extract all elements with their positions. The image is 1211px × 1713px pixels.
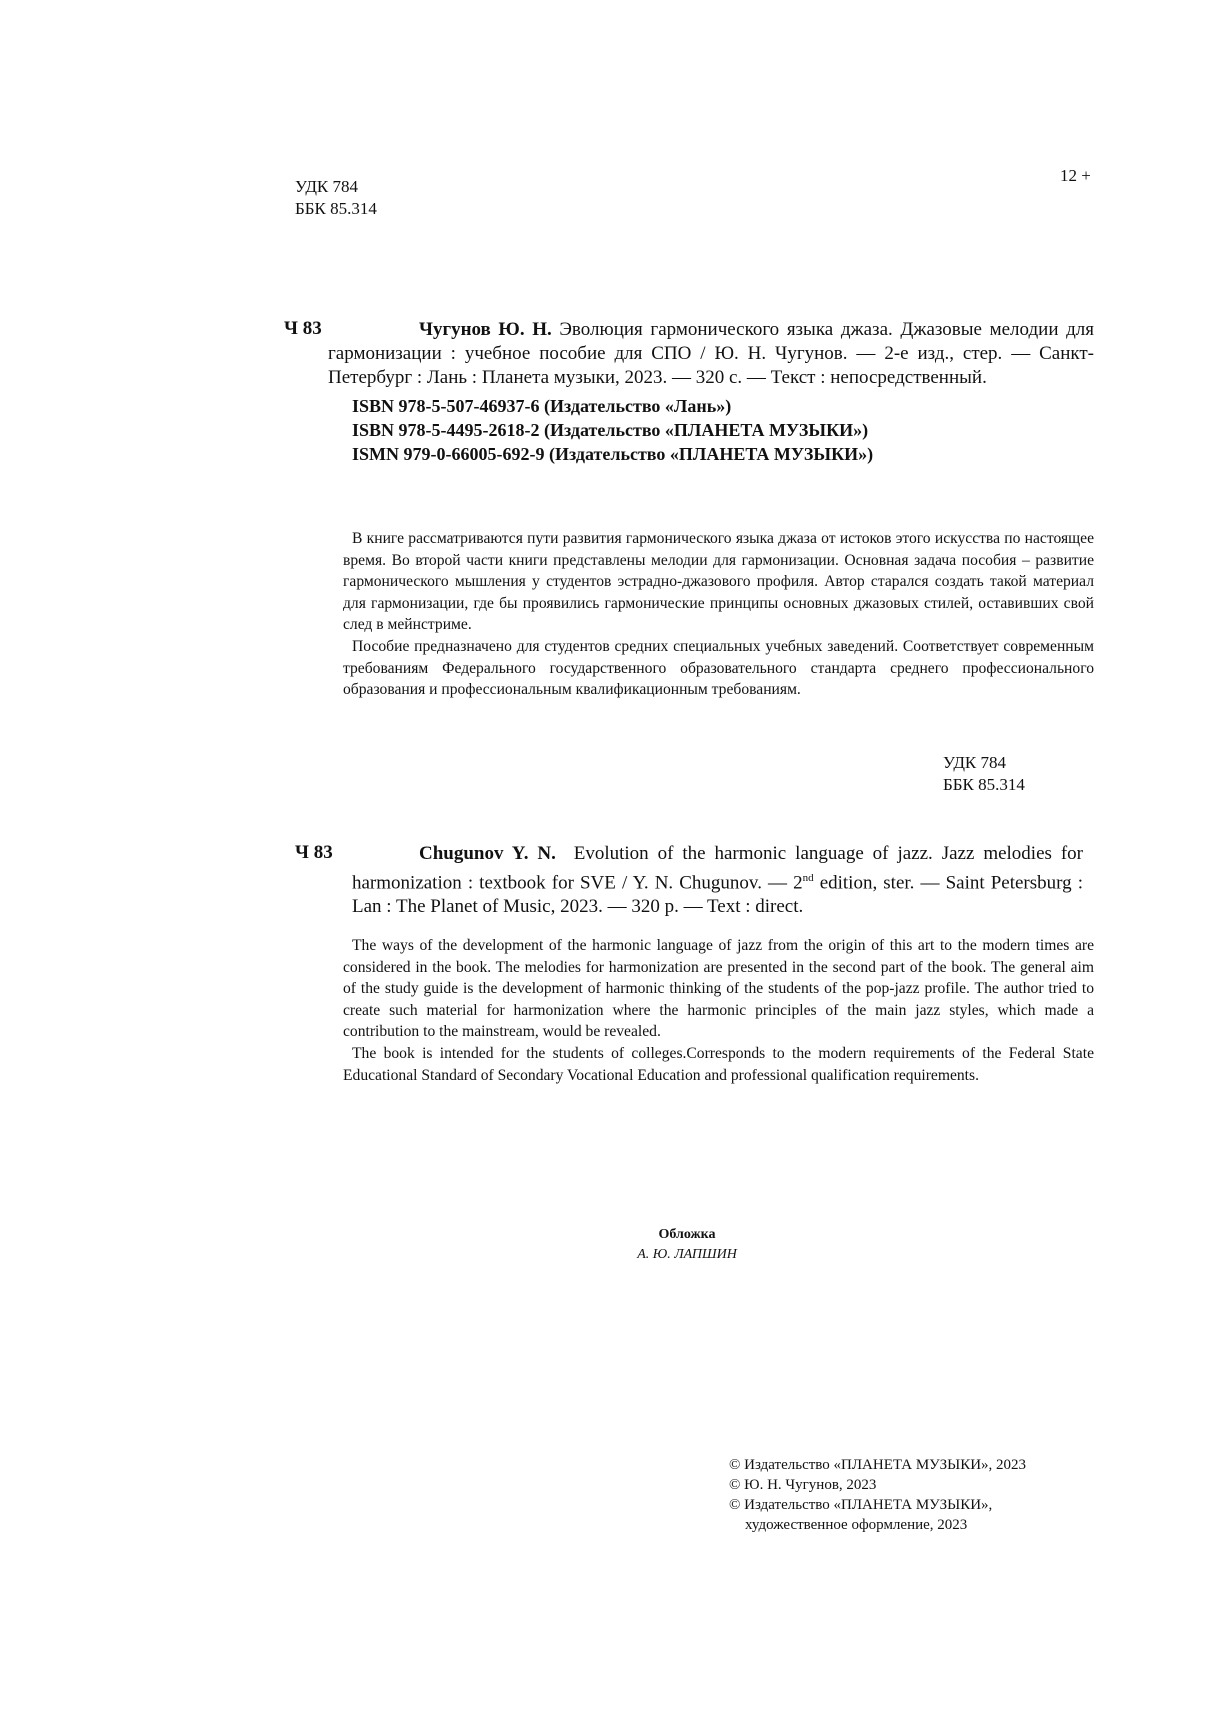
author-mark-ru: Ч 83 [284,318,322,339]
abstract-ru-paragraph: Пособие предназначено для студентов средних специальных учебных заведений. Соответствует современным требованиям Федерального государственного образовательного стандарта среднего профессионального образования и профессиональным квалификационным требованиям. [343,637,1094,699]
isbn-lan: ISBN 978-5-507-46937-6 (Издательство «Лань») [352,396,732,416]
abstract-ru-paragraph: В книге рассматриваются пути развития гармонического языка джаза от истоков этого искусства по настоящее время. Во второй части книги представлены мелодии для гармонизации. Основная задача пособия – развитие гармонического мышления у студентов эстрадно-джазового профиля. Автор старался создать такой материал для гармонизации, где бы проявились гармонические принципы основных джазовых стилей, оставивших свой след в мейнстриме. [343,530,1094,634]
abstract-en-paragraph: The book is intended for the students of colleges.Corresponds to the modern requirements of the Federal State Educational Standard of Secondary Vocational Education and professional qualification requirements. [343,1044,1094,1084]
description-en-cont: edition, ster. — Saint Petersburg : Lan : The Planet of Music, 2023. — 320 p. — Text : direct. [352,872,1083,918]
description-en: Evolution of the harmonic language of jazz. Jazz melodies for harmonization : textbook for SVE / Y. N. Chugunov. — 2 [352,843,1084,894]
age-rating: 12 + [1060,166,1091,185]
abstract-en-paragraph: The ways of the development of the harmonic language of jazz from the origin of this art to the modern times are considered in the book. The melodies for harmonization are presented in the second part of the book. The general aim of the study guide is the development of harmonic thinking of the students of the pop-jazz profile. The author tried to create such material for harmonization where the harmonic principles of the main jazz styles, which made a contribution to the mainstream, would be revealed. [343,937,1094,1041]
udk-code: УДК 784 [943,753,1007,772]
bibliographic-record-en [352,842,1083,919]
abstract-ru [343,528,1094,701]
abstract-en [343,935,1094,1086]
cover-label: Обложка [658,1227,716,1242]
udk-bbk-footer [943,752,1025,796]
ismn-planet: ISMN 979-0-66005-692-9 (Издательство «ПЛАНЕТА МУЗЫКИ») [352,444,874,464]
copyright-block [729,1455,1026,1535]
superscript: nd [802,872,814,884]
author-en: Chugunov Y. N. [419,843,556,864]
cover-artist: А. Ю. ЛАПШИН [637,1247,737,1262]
bbk-code: ББК 85.314 [943,775,1025,794]
cover-credit [587,1225,787,1265]
copyright-line: © Издательство «ПЛАНЕТА МУЗЫКИ», [729,1497,993,1513]
bibliographic-record-ru [328,318,1094,390]
description-ru: Эволюция гармонического языка джаза. Джазовые мелодии для гармонизации : учебное пособие для СПО / Ю. Н. Чугунов. — 2-е изд., стер. — Санкт-Петербург : Лань : Планета музыки, 2023. — 320 с. — Текст : непосредственный. [328,319,1095,388]
copyright-line: © Ю. Н. Чугунов, 2023 [729,1477,877,1493]
author-ru: Чугунов Ю. Н. [419,319,552,340]
bbk-code: ББК 85.314 [295,199,377,218]
copyright-line: © Издательство «ПЛАНЕТА МУЗЫКИ», 2023 [729,1457,1027,1473]
copyright-line: художественное оформление, 2023 [745,1517,968,1533]
isbn-list [352,394,873,466]
udk-code: УДК 784 [295,177,359,196]
udk-bbk-header [295,176,377,220]
author-mark-en: Ч 83 [295,842,333,863]
isbn-planet: ISBN 978-5-4495-2618-2 (Издательство «ПЛАНЕТА МУЗЫКИ») [352,420,869,440]
